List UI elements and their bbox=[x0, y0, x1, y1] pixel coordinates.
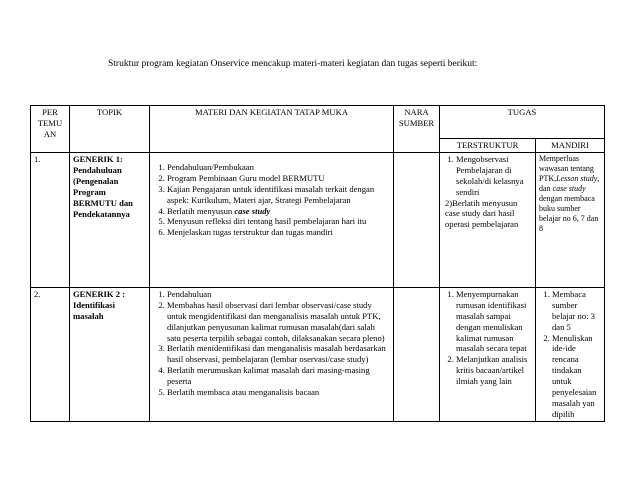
materi-cell bbox=[150, 152, 394, 287]
mandiri-item: 1. Membaca sumber belajar no: 3 dan 5 bbox=[552, 289, 601, 333]
terstruktur-item: 1. Mengobservasi Pembelajaran di sekolah/di kelasnya sendiri bbox=[456, 154, 532, 198]
terstruktur-item: 2. Melanjutkan analisis kritis bacaan/artikel ilmiah yang lain bbox=[456, 354, 532, 387]
header-mandiri: MANDIRI bbox=[536, 139, 605, 153]
materi-item: 3. Berlatih menidentifikasi dan menganalisis masalah berdasarkan hasil observasi, pembelajaran (lembar oservasi/case study) bbox=[167, 343, 390, 365]
topic-cell bbox=[70, 287, 150, 421]
terstruktur-cell bbox=[440, 152, 536, 287]
materi-item: 4. Berlatih merumuskan kalimat masalah dari masing-masing peserta bbox=[167, 365, 390, 387]
topic-title: GENERIK 1: bbox=[73, 153, 123, 164]
header-materi: MATERI DAN KEGIATAN TATAP MUKA bbox=[150, 106, 394, 153]
mandiri-italic: case study bbox=[552, 183, 586, 193]
header-topik: TOPIK bbox=[70, 106, 150, 153]
materi-item: 5. Menyusun refleksi diri tentang hasil pembelajaran hari itu bbox=[167, 216, 390, 227]
row-number: 1. bbox=[31, 152, 70, 287]
program-structure-table bbox=[30, 105, 605, 422]
nara-sumber-cell bbox=[394, 152, 440, 287]
materi-item: 6. Menjelaskan tugas terstruktur dan tugas mandiri bbox=[167, 227, 390, 238]
materi-item: 2. Program Pembinaan Guru model BERMUTU bbox=[167, 173, 390, 184]
terstruktur-item: 1. Menyempurnakan rumusan identifikasi masalah sampai dengan menuliskan kalimat rumusan masalah secara tepat bbox=[456, 289, 532, 354]
materi-item: 2. Membahas hasil observasi dari lembar observasi/case study untuk mengidentifikasi dan menganalisis masalah untuk PTK, dilanjutkan penyusunan kalimat rumusan masalah(dari salah satu peserta terpilih sebagai contoh, dilaksanakan secara pleno) bbox=[167, 300, 390, 344]
materi-item: 1. Pendahuluan bbox=[167, 289, 390, 300]
table-header-row bbox=[31, 106, 605, 139]
materi-cell bbox=[150, 287, 394, 421]
materi-item-text: Berlatih menyusun bbox=[167, 205, 233, 216]
table-row bbox=[31, 152, 605, 287]
mandiri-text: Memperluas wawasan tentang PTK, bbox=[539, 153, 594, 183]
header-nara-sumber: NARA SUMBER bbox=[394, 106, 440, 153]
mandiri-item: 2. Menuliskan ide-ide rencana tindakan untuk penyelesaian masalah yan dipilih bbox=[552, 333, 601, 420]
materi-item: 3. Kajian Pengajaran untuk identifikasi masalah terkait dengan aspek: Kurikulum, Materi ajar, Strategi Pembelajaran bbox=[167, 184, 390, 206]
terstruktur-cell bbox=[440, 287, 536, 421]
table-row bbox=[31, 287, 605, 421]
materi-item bbox=[167, 206, 390, 217]
materi-item: 5. Berlatih membaca atau menganalisis bacaan bbox=[167, 387, 390, 398]
mandiri-text: dengan membaca buku sumber belajar no 6, 7 dan 8 bbox=[539, 193, 599, 233]
row-number: 2. bbox=[31, 287, 70, 421]
topic-body: Pendahuluan (Pengenalan Program BERMUTU dan Pendekatannya bbox=[73, 164, 133, 219]
mandiri-italic: Lesson study bbox=[556, 173, 598, 183]
intro-text: Struktur program kegiatan Onservice mencakup materi-materi kegiatan dan tugas seperti berikut: bbox=[108, 59, 478, 69]
mandiri-cell bbox=[536, 152, 605, 287]
topic-title: GENERIK 2 : bbox=[73, 288, 126, 299]
header-tugas: TUGAS bbox=[440, 106, 605, 139]
materi-item: 1. Pendahuluan/Pembukaan bbox=[167, 162, 390, 173]
terstruktur-item: 2)Berlatih menyusun case study dari hasil operasi pembelajaran bbox=[445, 197, 519, 230]
materi-item-emphasis: case study bbox=[234, 205, 271, 216]
mandiri-cell bbox=[536, 287, 605, 421]
mandiri-text: , dan bbox=[539, 173, 600, 193]
nara-sumber-cell bbox=[394, 287, 440, 421]
header-pertemuan: PER TEMU AN bbox=[31, 106, 70, 153]
header-terstruktur: TERSTRUKTUR bbox=[440, 139, 536, 153]
topic-body: Identifikasi masalah bbox=[73, 299, 116, 321]
topic-cell bbox=[70, 152, 150, 287]
